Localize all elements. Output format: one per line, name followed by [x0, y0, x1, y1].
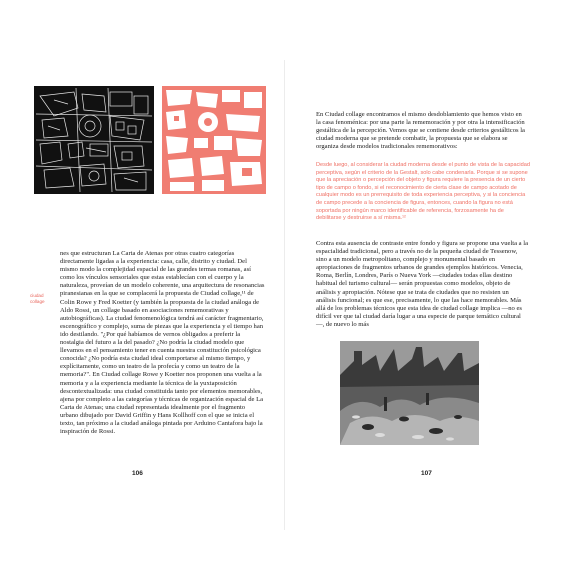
margin-note: ciudad collage: [30, 293, 45, 304]
city-plan-solid-icon: [162, 86, 266, 194]
ruined-city-photo: [340, 341, 479, 445]
right-page-body: [316, 240, 528, 329]
block-quote: Desde luego, al considerar la ciudad moderna desde el punto de vista de la capacidad perceptiva, según el criterio de la Gestalt, solo cabe condenarla. Porque si se supone que la apreciación o percepción del objeto y figura requiere la presencia de un cierto tipo de campo o fondo, si el reconocimiento de cierta clase de campo acotado de cualquier modo es un prerrequisito de toda experiencia perceptiva, y si la conciencia de campo precede a la conciencia de figura, entonces, cuando la figura no está soportada por ningún marco identificable de referencia, forzosamente ha de debilitarse y destruirse a sí misma.¹²: [316, 162, 530, 222]
body-paragraph: En Ciudad collage encontramos el mismo desdoblamiento que hemos visto en la casa fenoménica: por una parte la rememoración y por otra la intensificación gestáltica de la percepción. Vemos que se contiene desde criterios gestálticos la ciudad moderna que se pretende combatir, la propuesta que se elabora se organiza desde modelos tradicionales rememorativos:: [316, 111, 525, 151]
body-paragraph: nes que estructuran La Carta de Atenas por otras cuatro categorías directamente ligadas a la experiencia: casa, calle, distrito y ciudad. Del mismo modo la complejidad espacial de las grandes termas romanas, así como los vínculos sensoriales que estas establecían con el cuerpo y la naturaleza, proveían de un modelo coherente, una arquitectura de resonancias piranesianas en la que se complacerá la propuesta de Ciudad collage,¹¹ de Colin Rowe y Fred Koetter (y también la propuesta de la ciudad análoga de Aldo Rossi, un collage basado en asociaciones rememorativas y autobiográficas). La ciudad fenomenológica tendrá así carácter fragmentario, escenográfico y complejo, suma de piezas que la experiencia y el tiempo han ido destilando. "¿Por qué habíamos de vernos obligados a preferir la nostalgia del futuro a la del pasado? ¿No podría la ciudad modelo que llevamos en el pensamiento tener en cuenta nuestra constitución psicológica conocida? ¿No podría esta ciudad ideal comportarse al mismo tiempo, y explícitamente, como un teatro de la profecía y como un teatro de la memoria?". En Ciudad collage Rowe y Koetter nos proponen una vuelta a la memoria y a la experiencia mediante la técnica de la yuxtaposición descontextualizada: una ciudad constituida tanto por elementos memorables, ajena por completo a las categorías y técnicas de organización espacial de La Carta de Atenas; una ciudad representada idealmente por el fragmento urbano dibujado por David Griffin y Hans Kollhoff con el que se inicia el texto, tan próximo a la ciudad análoga pintada por Arduino Cantafora bajo la inspiración de Rossi.: [60, 250, 265, 436]
right-page-intro: [316, 111, 528, 151]
left-page-body: [60, 250, 265, 436]
rubble-photo-icon: [340, 341, 479, 445]
page-number: 107: [421, 470, 432, 477]
figure-ground-map-black: [34, 86, 154, 194]
page-number: 106: [132, 470, 143, 477]
city-plan-linework-icon: [34, 86, 154, 194]
figure-ground-map-red: [162, 86, 266, 194]
body-paragraph: Contra esta ausencia de contraste entre fondo y figura se propone una vuelta a la espacialidad tradicional, pero a través no de la pequeña ciudad de Tessenow, sino a un modelo metropolitano, complejo y monumental basado en apropiaciones de fragmentos urbanos de grandes ejemplos históricos. Venecia, Roma, Berlín, Londres, París o Nueva York —ciudades todas ellas destino habitual del turismo cultural— serán propuestas como modelos, objeto de análisis y apropiación. Nótese que se trata de ciudades que no resisten un análisis funcional; es que ese, precisamente, lo que las hace memorables. Más allá de los problemas técnicos que esta idea de ciudad collage implica —no es difícil ver que tal ciudad daría lugar a una especie de parque temático cultural—, de nuevo lo más: [316, 240, 529, 328]
